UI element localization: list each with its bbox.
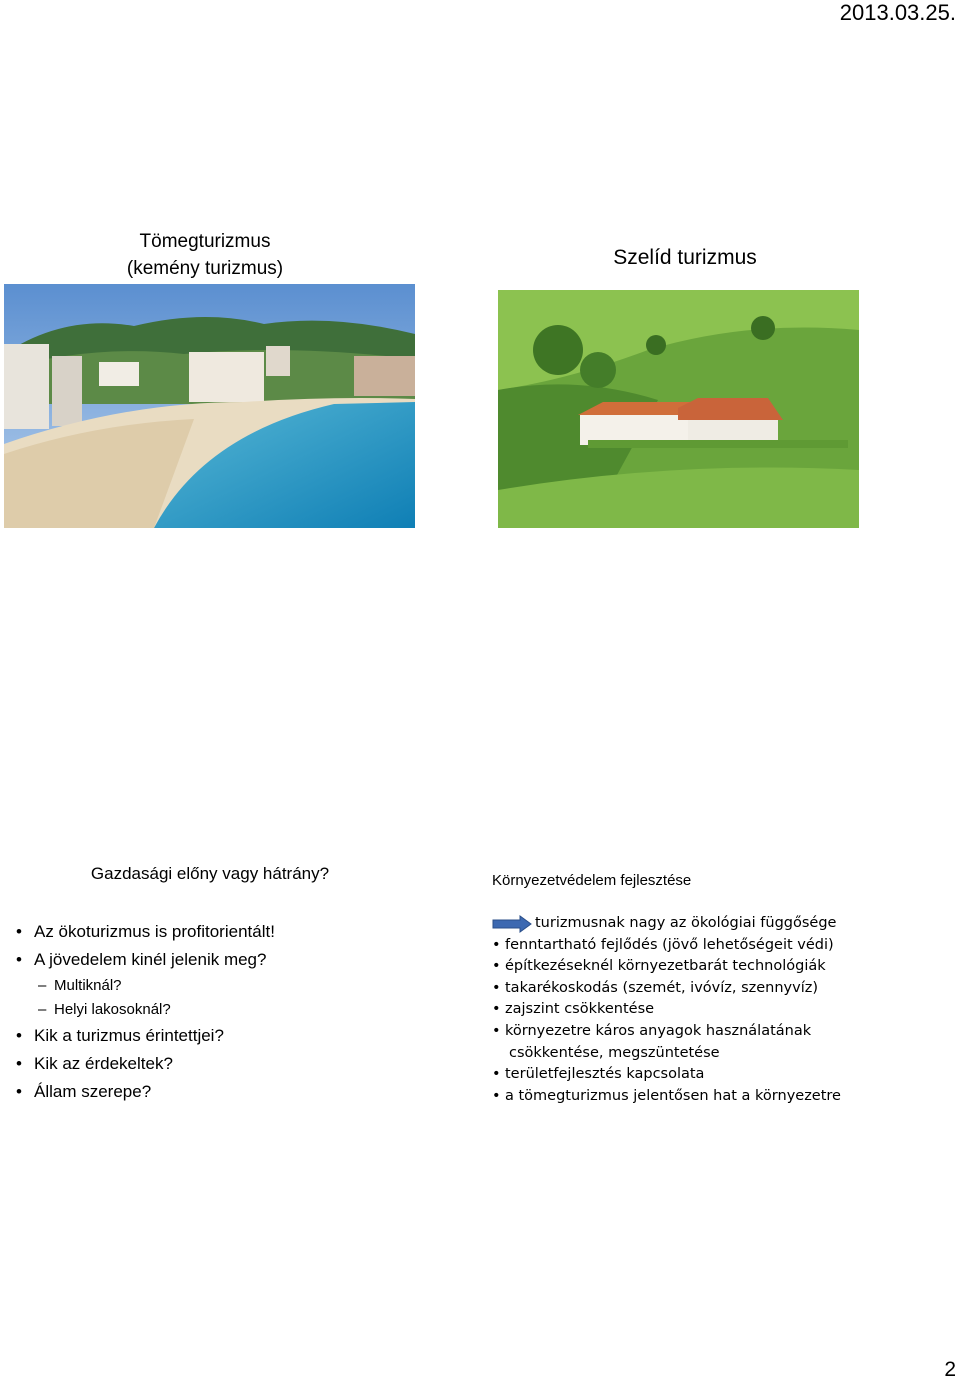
bullet-icon: • bbox=[492, 958, 501, 975]
list-item: • takarékoskodás (szemét, ivóvíz, szennyvíz) bbox=[492, 978, 841, 1000]
dash-icon: – bbox=[38, 1001, 47, 1018]
bullet-icon: • bbox=[16, 922, 22, 941]
list-item: • területfejlesztés kapcsolata bbox=[492, 1064, 841, 1086]
bullet-icon: • bbox=[492, 979, 501, 996]
right-arrow-icon bbox=[492, 915, 532, 933]
list-item: • Kik a turizmus érintettjei? bbox=[16, 1022, 275, 1050]
list-item: • építkezéseknél környezetbarát technológiák bbox=[492, 956, 841, 978]
bullet-icon: • bbox=[16, 1026, 22, 1045]
mass-tourism-title-line2: (kemény turizmus) bbox=[126, 258, 284, 279]
list-subitem: – Multiknál? bbox=[16, 974, 275, 998]
list-item: • környezetre káros anyagok használatának bbox=[492, 1021, 841, 1043]
bullet-icon: • bbox=[492, 1087, 501, 1104]
environment-title: Környezetvédelem fejlesztése bbox=[492, 872, 692, 889]
bullet-icon: • bbox=[492, 1022, 501, 1039]
mass-tourism-title-line1: Tömegturizmus bbox=[139, 231, 271, 252]
environment-list bbox=[492, 913, 841, 1107]
bullet-icon: • bbox=[16, 1054, 22, 1073]
economic-advantage-title: Gazdasági előny vagy hátrány? bbox=[90, 864, 330, 883]
bullet-icon: • bbox=[16, 1082, 22, 1101]
list-item-continuation: csökkentése, megszüntetése bbox=[509, 1044, 720, 1061]
dash-icon: – bbox=[38, 977, 47, 994]
rural-farmhouse-photo bbox=[498, 290, 859, 528]
date-header: 2013.03.25. bbox=[839, 0, 956, 25]
bullet-icon: • bbox=[492, 1066, 501, 1083]
bullet-icon: • bbox=[492, 936, 501, 953]
list-item: • Az ökoturizmus is profitorientált! bbox=[16, 918, 275, 946]
bullet-icon: • bbox=[492, 1001, 501, 1018]
bullet-icon: • bbox=[16, 950, 22, 969]
soft-tourism-title: Szelíd turizmus bbox=[613, 246, 757, 269]
mass-tourism-title bbox=[95, 228, 315, 282]
list-item: • zajszint csökkentése bbox=[492, 999, 841, 1021]
list-item: • Állam szerepe? bbox=[16, 1078, 275, 1106]
page-number: 2 bbox=[944, 1358, 956, 1381]
list-item: • a tömegturizmus jelentősen hat a környezetre bbox=[492, 1086, 841, 1108]
list-item: • A jövedelem kinél jelenik meg? bbox=[16, 946, 275, 974]
economic-questions-list bbox=[16, 918, 275, 1106]
list-subitem: – Helyi lakosoknál? bbox=[16, 998, 275, 1022]
list-item: • Kik az érdekeltek? bbox=[16, 1050, 275, 1078]
list-item: • fenntartható fejlődés (jövő lehetőségeit védi) bbox=[492, 935, 841, 957]
list-item: turizmusnak nagy az ökológiai függősége bbox=[492, 913, 841, 935]
beach-resort-photo bbox=[4, 284, 415, 528]
